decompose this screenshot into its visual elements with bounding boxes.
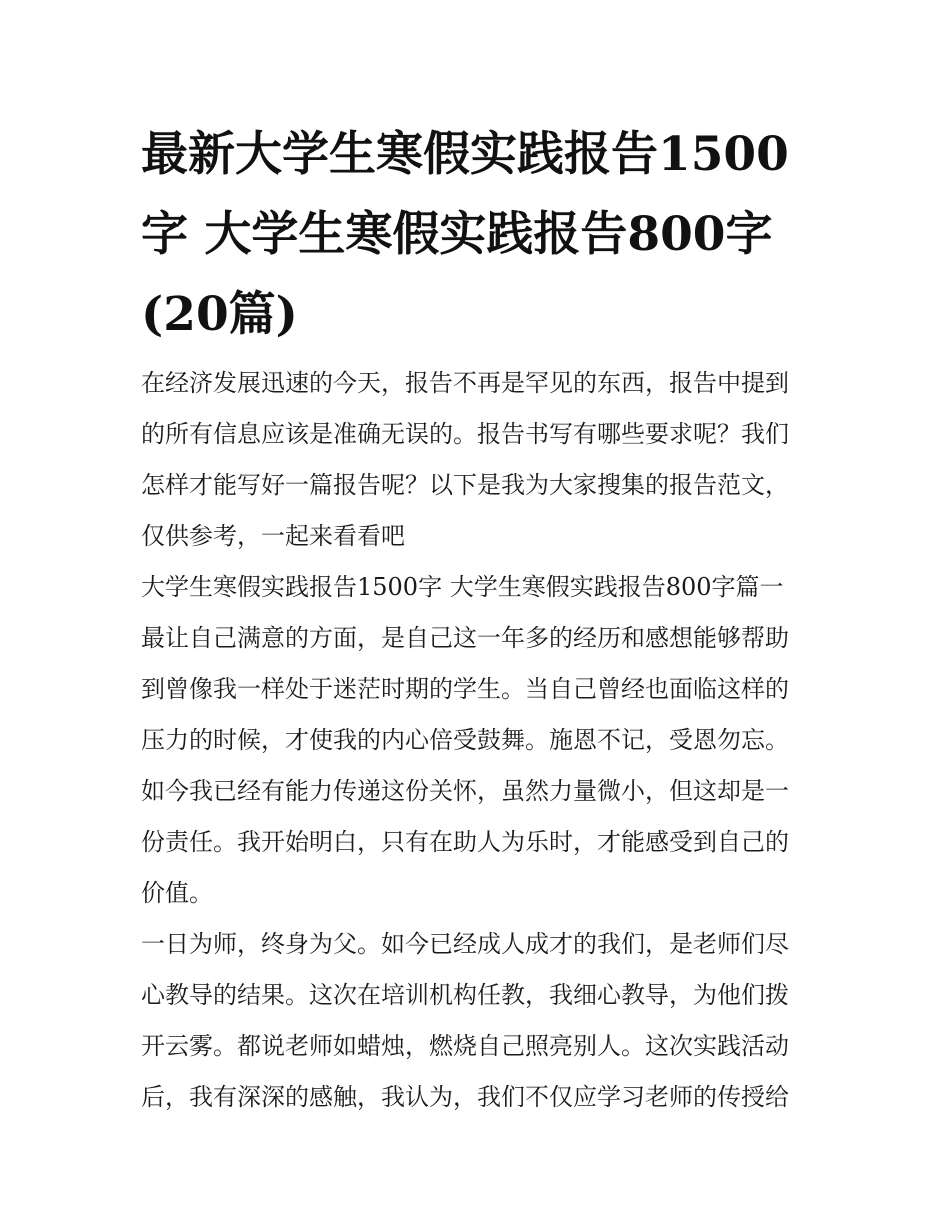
text-line: 大学生寒假实践报告1500字 大学生寒假实践报告800字篇一 — [141, 573, 784, 601]
text-line: 到曾像我一样处于迷茫时期的学生。当自己曾经也面临这样的 — [141, 675, 789, 703]
title-line: 最新大学生寒假实践报告1500 — [141, 127, 789, 182]
document-body — [141, 115, 811, 1123]
text-line: 心教导的结果。这次在培训机构任教，我细心教导，为他们拨 — [141, 981, 789, 1009]
title-line: 字 大学生寒假实践报告800字 — [141, 207, 773, 262]
text-line: 如今我已经有能力传递这份关怀，虽然力量微小，但这却是一 — [141, 777, 789, 805]
text-line: 后，我有深深的感触，我认为，我们不仅应学习老师的传授给 — [141, 1083, 789, 1111]
section-heading — [141, 562, 811, 613]
text-line: 在经济发展迅速的今天，报告不再是罕见的东西，报告中提到 — [141, 369, 789, 397]
text-line: 怎样才能写好一篇报告呢？以下是我为大家搜集的报告范文， — [141, 471, 789, 499]
intro-paragraph — [141, 358, 811, 562]
text-line: 一日为师，终身为父。如今已经成人成才的我们，是老师们尽 — [141, 930, 789, 958]
title-line: (20篇) — [141, 287, 298, 342]
text-line: 份责任。我开始明白，只有在助人为乐时，才能感受到自己的 — [141, 828, 789, 856]
document-title — [141, 115, 811, 355]
text-line: 仅供参考，一起来看看吧 — [141, 522, 405, 550]
text-line: 的所有信息应该是准确无误的。报告书写有哪些要求呢？我们 — [141, 420, 789, 448]
text-line: 价值。 — [141, 879, 213, 907]
body-paragraph — [141, 919, 811, 1123]
body-paragraph — [141, 613, 811, 919]
text-line: 开云雾。都说老师如蜡烛，燃烧自己照亮别人。这次实践活动 — [141, 1032, 789, 1060]
text-line: 最让自己满意的方面，是自己这一年多的经历和感想能够帮助 — [141, 624, 789, 652]
text-line: 压力的时候，才使我的内心倍受鼓舞。施恩不记，受恩勿忘。 — [141, 726, 789, 754]
